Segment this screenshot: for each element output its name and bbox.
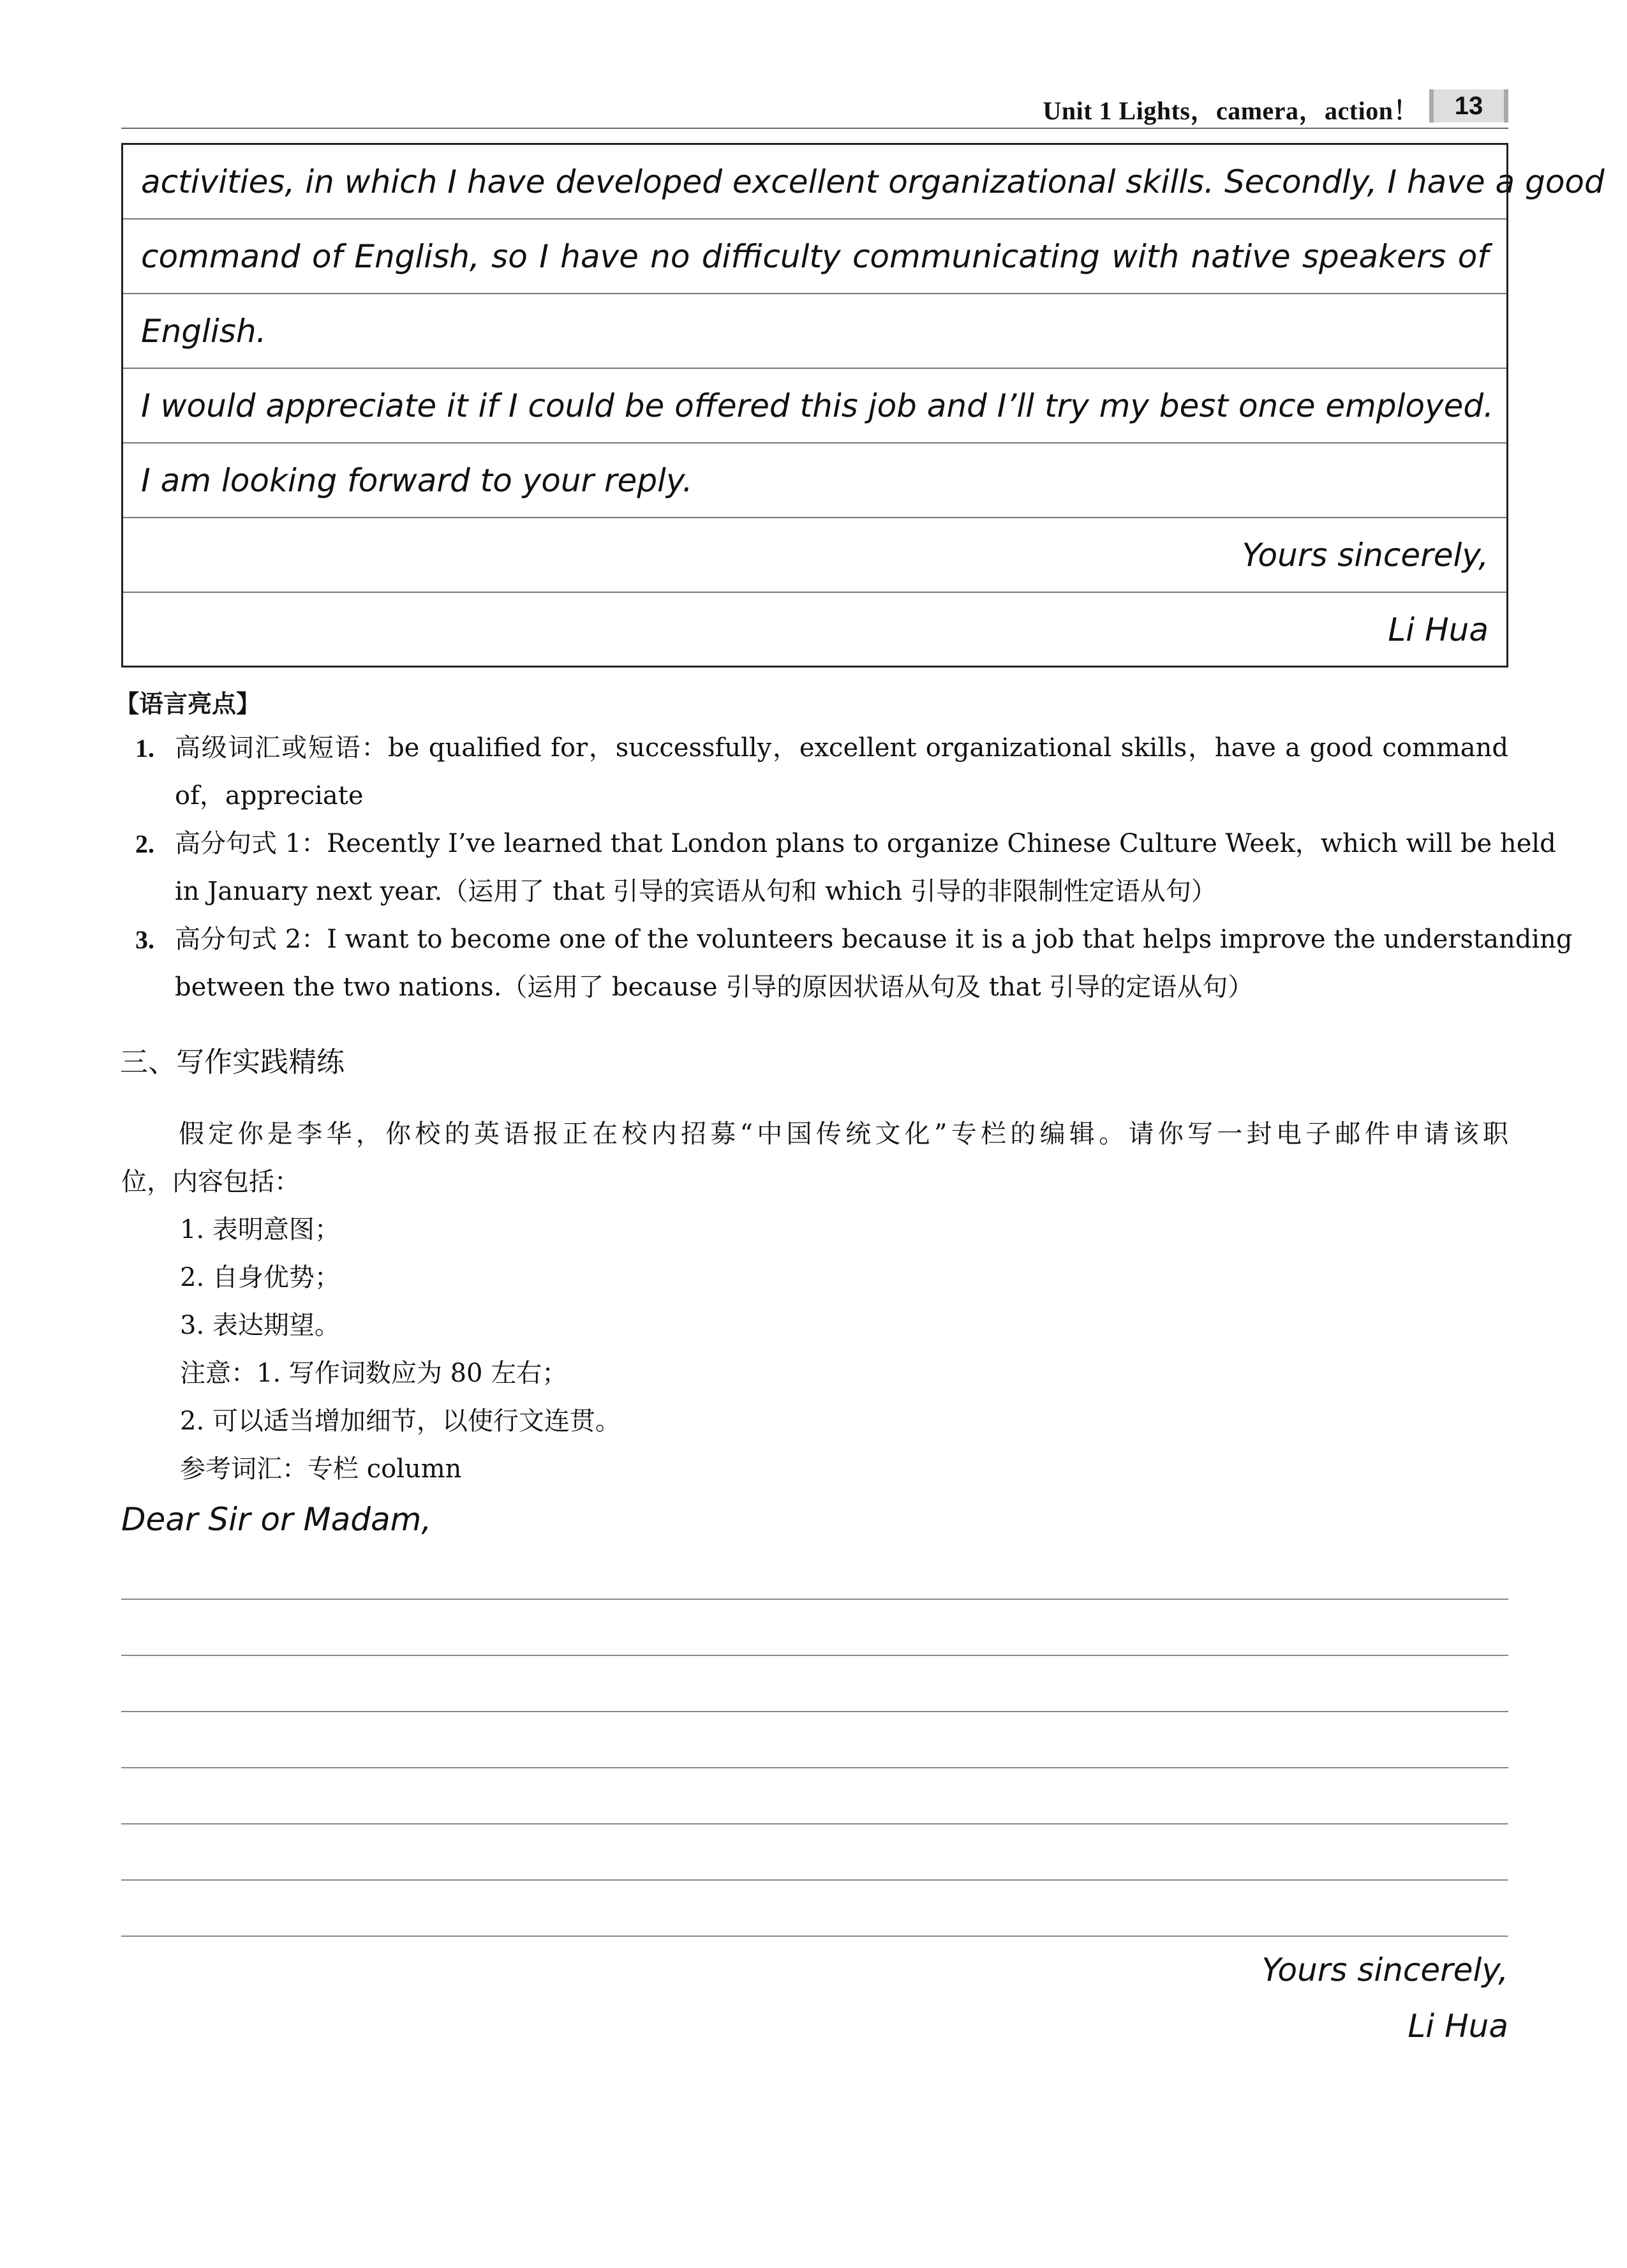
requirement-item: 3. 表达期望。 [180,1311,340,1340]
writing-line[interactable] [121,1599,1508,1600]
prompt-line: 假定你是李华，你校的英语报正在校内招募“中国传统文化”专栏的编辑。请你写一封电子邮件申请该职 [179,1119,1508,1149]
letter-closing: Yours sincerely, [123,518,1506,593]
writing-prompt [121,1110,1508,1206]
highlight-item [135,820,1556,916]
letter-signature: Li Hua [1388,611,1489,648]
highlight-item [135,916,1573,1011]
highlight-text: 高级词汇或短语：be qualified for，successfully，excellent organizational skills，have a good command [175,733,1508,763]
note-item: 2. 可以适当增加细节，以使行文连贯。 [180,1406,621,1436]
highlights-heading: 【语言亮点】 [115,690,261,718]
answer-signature: Li Hua [1408,2008,1508,2045]
letter-line: I am looking forward to your reply. [123,444,1506,518]
highlight-text: 高分句式 1：Recently I’ve learned that London plans to organize Chinese Culture Week，which will be held [175,829,1556,858]
writing-line[interactable] [121,1711,1508,1712]
writing-line[interactable] [121,1767,1508,1768]
highlight-number: 1. [135,734,154,763]
requirement-item: 2. 自身优势； [180,1263,340,1292]
highlight-item [135,724,1508,820]
writing-line[interactable] [121,1823,1508,1824]
running-header [121,89,1508,128]
highlight-number: 2. [135,830,154,858]
highlight-text: of，appreciate [175,781,364,810]
writing-line[interactable] [121,1936,1508,1937]
highlight-text: in January next year.（运用了 that 引导的宾语从句和 which 引导的非限制性定语从句） [175,877,1217,906]
running-title: Unit 1 Lights，camera，action！ [1043,96,1419,125]
letter-line: command of English, so I have no difficulty communicating with native speakers of [123,220,1506,294]
page-number: 13 [1429,89,1508,123]
note-item: 注意：1. 写作词数应为 80 左右； [180,1359,568,1388]
highlight-text: between the two nations.（运用了 because 引导的原因状语从句及 that 引导的定语从句） [175,973,1254,1002]
header-divider [121,128,1508,129]
highlight-number: 3. [135,925,154,954]
writing-line[interactable] [121,1879,1508,1881]
letter-line: I would appreciate it if I could be offered this job and I’ll try my best once employed. [123,369,1506,444]
prompt-line: 位，内容包括： [121,1167,300,1197]
letter-line: activities, in which I have developed excellent organizational skills. Secondly, I have a good [123,145,1506,220]
reference-vocab: 参考词汇：专栏 column [180,1454,462,1484]
letter-line: English. [123,294,1506,369]
requirement-item: 1. 表明意图； [180,1215,340,1244]
section-heading: 三、写作实践精练 [120,1046,345,1078]
writing-line[interactable] [121,1655,1508,1656]
sample-letter-box [121,143,1605,668]
letter-greeting: Dear Sir or Madam, [121,1501,432,1538]
highlight-text: 高分句式 2：I want to become one of the volunteers because it is a job that helps improve the understanding [175,925,1573,954]
answer-closing: Yours sincerely, [1261,1951,1508,1988]
